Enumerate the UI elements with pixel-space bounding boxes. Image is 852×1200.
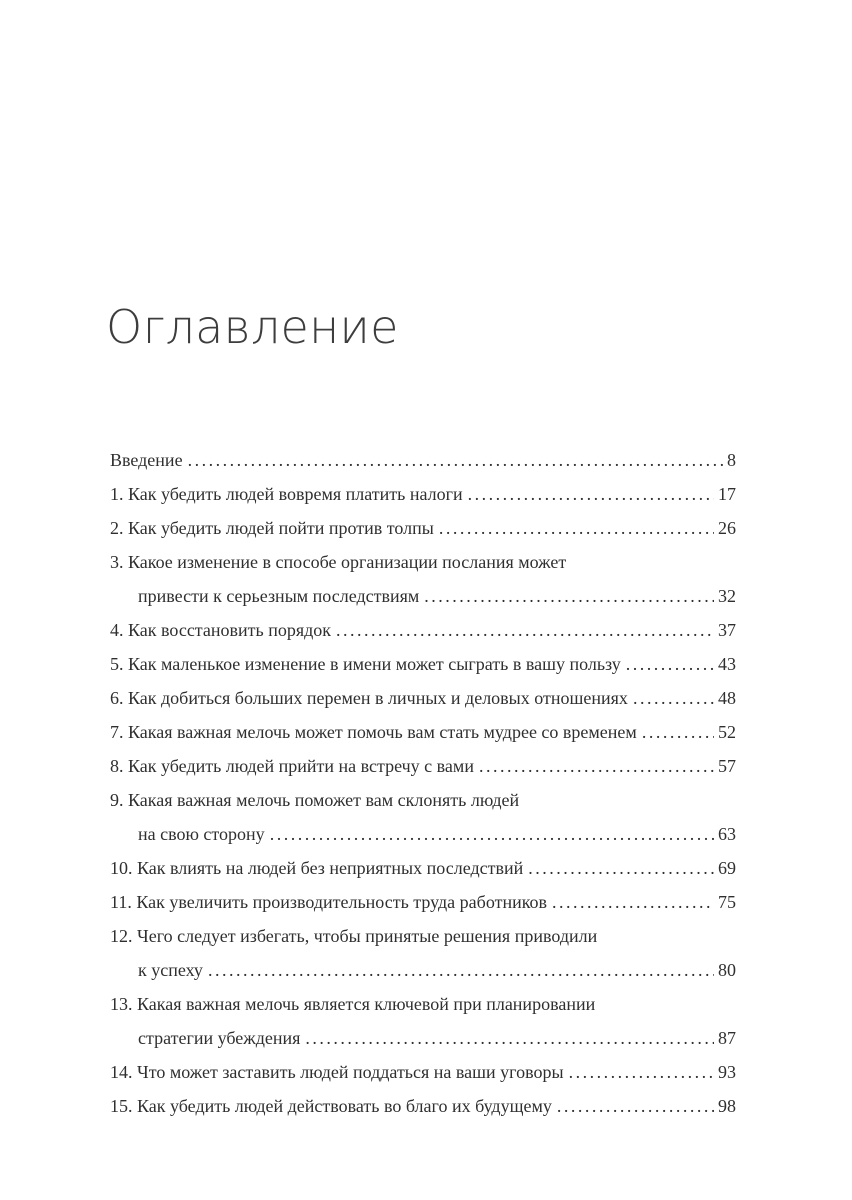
- dot-leader: [633, 681, 714, 715]
- dot-leader: [305, 1021, 714, 1055]
- toc-entry-text: 7. Какая важная мелочь может помочь вам стать мудрее со временем: [110, 722, 637, 742]
- toc-page-number: 48: [718, 688, 736, 708]
- toc-entry-row: [110, 1089, 736, 1123]
- toc-entry-text: 10. Как влиять на людей без неприятных последствий: [110, 858, 524, 878]
- dot-leader: [424, 579, 714, 613]
- toc-entry-row: [110, 647, 736, 681]
- toc-entry-row: [110, 1021, 736, 1055]
- toc-page-number: 69: [718, 858, 736, 878]
- toc-entry-text: 15. Как убедить людей действовать во благо их будущему: [110, 1096, 552, 1116]
- toc-page-number: 75: [718, 892, 736, 912]
- toc-entry-text: привести к серьезным последствиям: [138, 586, 420, 606]
- toc-entry-row: [110, 681, 736, 715]
- toc-entry-text: 1. Как убедить людей вовремя платить налоги: [110, 484, 463, 504]
- toc-entry: [110, 545, 736, 613]
- toc-entry-row: [110, 749, 736, 783]
- toc-page-number: 43: [718, 654, 736, 674]
- dot-leader: [552, 885, 714, 919]
- toc-page-number: 93: [718, 1062, 736, 1082]
- dot-leader: [569, 1055, 714, 1089]
- dot-leader: [642, 715, 714, 749]
- toc-entry: [110, 613, 736, 647]
- toc-page-number: 57: [718, 756, 736, 776]
- toc-entry: [110, 647, 736, 681]
- toc-entry-text: 14. Что может заставить людей поддаться на ваши уговоры: [110, 1062, 564, 1082]
- dot-leader: [557, 1089, 714, 1123]
- dot-leader: [479, 749, 714, 783]
- toc-entry: [110, 1089, 736, 1123]
- toc-entry-text: 5. Как маленькое изменение в имени может сыграть в вашу пользу: [110, 654, 621, 674]
- toc-entry: [110, 715, 736, 749]
- toc-entry: [110, 681, 736, 715]
- toc-entry-row: [110, 511, 736, 545]
- toc-page-number: 63: [718, 824, 736, 844]
- toc-entry-text: стратегии убеждения: [138, 1028, 301, 1048]
- toc-page-number: 87: [718, 1028, 736, 1048]
- toc-entry-text: 13. Какая важная мелочь является ключевой при планировании: [110, 994, 596, 1014]
- toc-entry-row: [110, 885, 736, 919]
- dot-leader: [188, 443, 723, 477]
- dot-leader: [270, 817, 714, 851]
- toc-page-number: 8: [727, 450, 736, 470]
- toc-entry-text: на свою сторону: [138, 824, 265, 844]
- toc-page-number: 17: [718, 484, 736, 504]
- dot-leader: [336, 613, 714, 647]
- toc-entry-text: к успеху: [138, 960, 203, 980]
- toc-entry: [110, 783, 736, 851]
- toc-entry-text: 2. Как убедить людей пойти против толпы: [110, 518, 434, 538]
- toc-entry: [110, 511, 736, 545]
- toc-entry-text: Введение: [110, 450, 183, 470]
- toc-page-number: 98: [718, 1096, 736, 1116]
- toc-entry-text: 9. Какая важная мелочь поможет вам склонять людей: [110, 790, 520, 810]
- toc-page-number: 80: [718, 960, 736, 980]
- toc-entry: [110, 749, 736, 783]
- toc-page-number: 32: [718, 586, 736, 606]
- toc-entry: [110, 987, 736, 1055]
- toc-entry-row: [110, 579, 736, 613]
- toc-entry-row: [110, 443, 736, 477]
- toc-entry-text: 3. Какое изменение в способе организации послания может: [110, 552, 567, 572]
- page-title: Оглавление: [106, 300, 399, 354]
- toc-entry-row: [110, 477, 736, 511]
- dot-leader: [626, 647, 714, 681]
- toc-list: [110, 443, 736, 1123]
- dot-leader: [439, 511, 714, 545]
- toc-entry: [110, 1055, 736, 1089]
- toc-page-number: 26: [718, 518, 736, 538]
- toc-entry-row: [110, 1055, 736, 1089]
- toc-entry-row: [110, 817, 736, 851]
- dot-leader: [528, 851, 714, 885]
- toc-entry-row: [110, 953, 736, 987]
- dot-leader: [208, 953, 714, 987]
- toc-page-number: 52: [718, 722, 736, 742]
- toc-entry-text: 4. Как восстановить порядок: [110, 620, 332, 640]
- toc-entry-row: [110, 613, 736, 647]
- toc-entry-row: [110, 851, 736, 885]
- toc-entry-text: 6. Как добиться больших перемен в личных и деловых отношениях: [110, 688, 628, 708]
- toc-entry-row: [110, 715, 736, 749]
- toc-entry-text: 12. Чего следует избегать, чтобы принятые решения приводили: [110, 926, 598, 946]
- toc-entry: [110, 443, 736, 477]
- toc-entry: [110, 851, 736, 885]
- toc-page-number: 37: [718, 620, 736, 640]
- dot-leader: [468, 477, 714, 511]
- toc-entry-text: 8. Как убедить людей прийти на встречу с вами: [110, 756, 474, 776]
- toc-entry-text: 11. Как увеличить производительность труда работников: [110, 892, 548, 912]
- toc-entry: [110, 885, 736, 919]
- toc-entry: [110, 477, 736, 511]
- toc-entry: [110, 919, 736, 987]
